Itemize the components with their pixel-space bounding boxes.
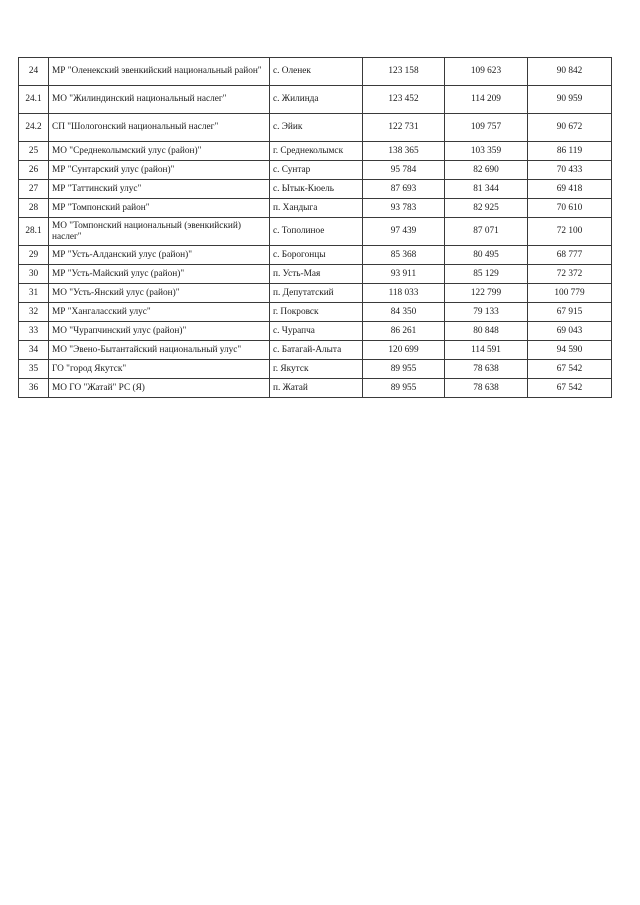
table-row	[19, 303, 612, 322]
table-row	[19, 218, 612, 246]
value-2-cell: 109 757	[445, 114, 528, 142]
value-1-cell: 138 365	[363, 142, 445, 161]
row-number-cell: 28.1	[19, 218, 49, 246]
value-2-cell: 80 848	[445, 322, 528, 341]
value-1-cell: 95 784	[363, 161, 445, 180]
value-2-cell: 85 129	[445, 265, 528, 284]
settlement-cell: с. Ытык-Кюель	[270, 180, 363, 199]
row-number-cell: 28	[19, 199, 49, 218]
settlement-cell: с. Борогонцы	[270, 246, 363, 265]
municipality-name-cell: МО ГО "Жатай" РС (Я)	[49, 379, 270, 398]
table-row	[19, 265, 612, 284]
value-2-cell: 114 591	[445, 341, 528, 360]
settlement-cell: с. Оленек	[270, 58, 363, 86]
table-row	[19, 379, 612, 398]
value-1-cell: 118 033	[363, 284, 445, 303]
row-number-cell: 29	[19, 246, 49, 265]
row-number-cell: 35	[19, 360, 49, 379]
value-2-cell: 80 495	[445, 246, 528, 265]
value-3-cell: 70 610	[528, 199, 612, 218]
value-3-cell: 90 672	[528, 114, 612, 142]
row-number-cell: 30	[19, 265, 49, 284]
value-2-cell: 78 638	[445, 379, 528, 398]
table-row	[19, 360, 612, 379]
value-2-cell: 109 623	[445, 58, 528, 86]
value-1-cell: 122 731	[363, 114, 445, 142]
row-number-cell: 25	[19, 142, 49, 161]
value-2-cell: 87 071	[445, 218, 528, 246]
value-2-cell: 82 690	[445, 161, 528, 180]
value-3-cell: 86 119	[528, 142, 612, 161]
value-2-cell: 103 359	[445, 142, 528, 161]
value-3-cell: 72 100	[528, 218, 612, 246]
table-row	[19, 58, 612, 86]
settlement-cell: г. Покровск	[270, 303, 363, 322]
row-number-cell: 24.1	[19, 86, 49, 114]
value-1-cell: 87 693	[363, 180, 445, 199]
table-row	[19, 180, 612, 199]
table-row	[19, 114, 612, 142]
municipality-name-cell: МО "Усть-Янский улус (район)"	[49, 284, 270, 303]
municipality-name-cell: СП "Шологонский национальный наслег"	[49, 114, 270, 142]
settlement-cell: г. Среднеколымск	[270, 142, 363, 161]
row-number-cell: 24	[19, 58, 49, 86]
municipality-name-cell: МО "Среднеколымский улус (район)"	[49, 142, 270, 161]
table-row	[19, 284, 612, 303]
settlement-cell: с. Эйик	[270, 114, 363, 142]
municipality-name-cell: МО "Эвено-Бытантайский национальный улус"	[49, 341, 270, 360]
value-3-cell: 68 777	[528, 246, 612, 265]
value-2-cell: 81 344	[445, 180, 528, 199]
row-number-cell: 24.2	[19, 114, 49, 142]
settlement-cell: п. Жатай	[270, 379, 363, 398]
value-1-cell: 89 955	[363, 379, 445, 398]
row-number-cell: 33	[19, 322, 49, 341]
municipality-name-cell: МО "Жилиндинский национальный наслег"	[49, 86, 270, 114]
settlement-cell: с. Чурапча	[270, 322, 363, 341]
value-3-cell: 67 542	[528, 379, 612, 398]
table-row	[19, 142, 612, 161]
municipality-name-cell: МР "Хангаласский улус"	[49, 303, 270, 322]
settlement-cell: п. Усть-Мая	[270, 265, 363, 284]
settlement-cell: с. Батагай-Алыта	[270, 341, 363, 360]
table-row	[19, 322, 612, 341]
value-1-cell: 86 261	[363, 322, 445, 341]
value-1-cell: 93 911	[363, 265, 445, 284]
row-number-cell: 34	[19, 341, 49, 360]
municipality-name-cell: МР "Томпонский район"	[49, 199, 270, 218]
municipality-name-cell: МР "Сунтарский улус (район)"	[49, 161, 270, 180]
row-number-cell: 32	[19, 303, 49, 322]
settlement-cell: с. Жилинда	[270, 86, 363, 114]
value-3-cell: 72 372	[528, 265, 612, 284]
value-2-cell: 79 133	[445, 303, 528, 322]
value-3-cell: 67 542	[528, 360, 612, 379]
municipality-name-cell: ГО "город Якутск"	[49, 360, 270, 379]
value-1-cell: 85 368	[363, 246, 445, 265]
table-row	[19, 161, 612, 180]
value-3-cell: 94 590	[528, 341, 612, 360]
value-3-cell: 69 043	[528, 322, 612, 341]
row-number-cell: 27	[19, 180, 49, 199]
value-1-cell: 89 955	[363, 360, 445, 379]
row-number-cell: 31	[19, 284, 49, 303]
municipality-name-cell: МР "Усть-Майский улус (район)"	[49, 265, 270, 284]
value-3-cell: 90 842	[528, 58, 612, 86]
value-3-cell: 69 418	[528, 180, 612, 199]
value-2-cell: 82 925	[445, 199, 528, 218]
value-3-cell: 70 433	[528, 161, 612, 180]
municipalities-table	[18, 57, 612, 398]
settlement-cell: п. Хандыга	[270, 199, 363, 218]
municipality-name-cell: МР "Усть-Алданский улус (район)"	[49, 246, 270, 265]
value-2-cell: 114 209	[445, 86, 528, 114]
table-row	[19, 199, 612, 218]
row-number-cell: 26	[19, 161, 49, 180]
value-1-cell: 97 439	[363, 218, 445, 246]
row-number-cell: 36	[19, 379, 49, 398]
value-1-cell: 84 350	[363, 303, 445, 322]
value-1-cell: 93 783	[363, 199, 445, 218]
municipality-name-cell: МР "Оленекский эвенкийский национальный район"	[49, 58, 270, 86]
value-1-cell: 123 158	[363, 58, 445, 86]
table-row	[19, 86, 612, 114]
municipality-name-cell: МО "Томпонский национальный (эвенкийский) наслег"	[49, 218, 270, 246]
settlement-cell: с. Сунтар	[270, 161, 363, 180]
value-1-cell: 123 452	[363, 86, 445, 114]
table-row	[19, 246, 612, 265]
settlement-cell: п. Депутатский	[270, 284, 363, 303]
table-body	[19, 58, 612, 398]
value-2-cell: 122 799	[445, 284, 528, 303]
value-3-cell: 90 959	[528, 86, 612, 114]
table-row	[19, 341, 612, 360]
municipality-name-cell: МО "Чурапчинский улус (район)"	[49, 322, 270, 341]
value-1-cell: 120 699	[363, 341, 445, 360]
municipality-name-cell: МР "Таттинский улус"	[49, 180, 270, 199]
settlement-cell: г. Якутск	[270, 360, 363, 379]
value-3-cell: 67 915	[528, 303, 612, 322]
settlement-cell: с. Тополиное	[270, 218, 363, 246]
value-2-cell: 78 638	[445, 360, 528, 379]
value-3-cell: 100 779	[528, 284, 612, 303]
